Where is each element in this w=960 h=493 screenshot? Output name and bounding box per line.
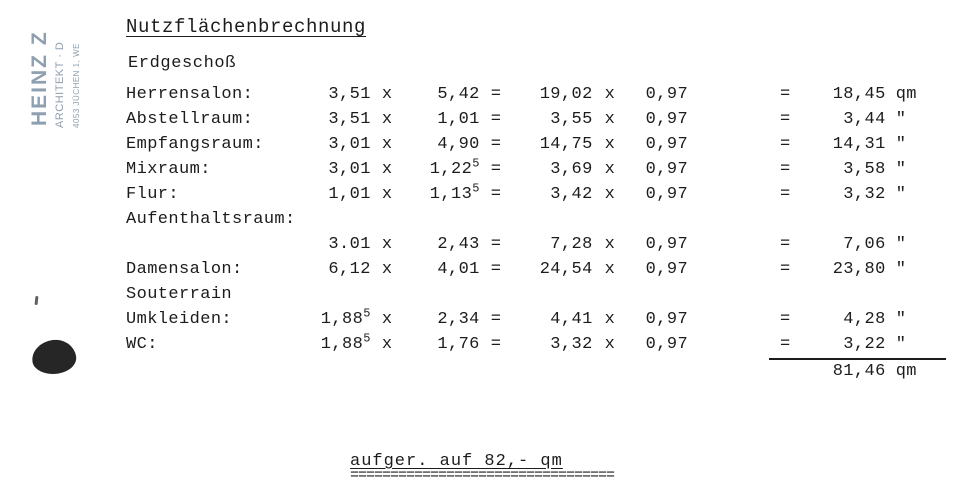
table-row [126,133,946,158]
spacer-cell [769,359,802,385]
result-unit: " [895,260,907,279]
spacer-cell [512,359,592,385]
dim-b: 4,90 [437,135,480,154]
multiply-sign: x [381,110,393,129]
product-value: 14,75 [539,135,593,154]
room-name: Herrensalon: [126,85,254,104]
dim-b-superscript: 5 [472,181,480,196]
equals-sign: = [490,260,502,279]
room-name: Abstellraum: [126,110,254,129]
equals-sign: = [490,310,502,329]
spacer-cell [688,333,769,359]
dim-b: 1,13$^5$ [429,181,480,204]
spacer-cell [688,183,769,208]
room-name: Empfangsraum: [126,135,264,154]
equals-sign-2: = [780,185,791,204]
footer-note [350,452,640,484]
factor-value: 0,97 [645,110,689,129]
spacer-cell [480,359,513,385]
spacer-cell [688,83,769,108]
calculation-table-erdgeschoss [126,83,946,385]
equals-sign-2: = [780,110,791,129]
multiply-sign-2: x [604,335,616,354]
factor-value: 0,97 [645,135,689,154]
table-row [126,108,946,133]
factor-value: 0,97 [645,85,689,104]
equals-sign-2: = [780,135,791,154]
multiply-sign: x [381,85,393,104]
spacer-cell [294,359,370,385]
multiply-sign-2: x [604,235,616,254]
multiply-sign-2: x [604,85,616,104]
multiply-sign-2: x [604,110,616,129]
dim-a: 3.01 [328,235,371,254]
dim-a: 3,01 [328,160,371,179]
spacer-cell [126,359,294,385]
table-row [126,308,946,333]
multiply-sign: x [381,235,393,254]
factor-value: 0,97 [645,260,689,279]
equals-sign: = [490,235,502,254]
result-unit: " [895,160,907,179]
result-unit: " [895,110,907,129]
factor-value: 0,97 [645,335,689,354]
result-value: 3,22 [802,333,886,359]
spacer-cell [627,359,688,385]
section-heading-erdgeschoss: Erdgeschoß [128,54,237,73]
room-name: Flur: [126,185,180,204]
result-unit: " [895,310,907,329]
multiply-sign-2: x [604,160,616,179]
result-value: 3,32 [843,185,886,204]
equals-sign: = [490,335,502,354]
dim-b: 2,34 [437,310,480,329]
table-row-total [126,359,946,385]
equals-sign: = [490,110,502,129]
dim-b: 1,22$^5$ [429,156,480,179]
spacer-cell [688,108,769,133]
footer-double-rule: ================================= [350,467,615,484]
page-title: Nutzflächenbrechnung [126,16,367,38]
dim-a-superscript: 5 [363,331,371,346]
paper-speck [35,296,39,305]
table-row [126,233,946,258]
dim-b-superscript: 5 [472,156,480,171]
dim-a: 1,01 [328,185,371,204]
footer-text: aufger. auf 82,- qm [350,452,563,471]
section-heading-souterrain: Souterrain [126,285,233,304]
ink-blot [30,337,78,377]
aufenthaltsraum-label: Aufenthaltsraum: [126,210,296,229]
dim-b: 4,01 [437,260,480,279]
equals-sign: = [490,85,502,104]
equals-sign: = [490,135,502,154]
table-row [126,183,946,208]
multiply-sign: x [381,135,393,154]
multiply-sign-2: x [604,310,616,329]
multiply-sign: x [381,185,393,204]
stamp-line-1: HEINZ Z [28,30,51,126]
spacer-cell [688,359,769,385]
table-row-subheading [126,208,946,233]
spacer-cell [688,233,769,258]
factor-value: 0,97 [645,310,689,329]
spacer-cell [688,308,769,333]
multiply-sign-2: x [604,260,616,279]
product-value: 3,32 [550,335,593,354]
product-value: 3,42 [550,185,593,204]
total-value: 81,46 [832,362,886,381]
document-body [126,12,946,385]
equals-sign: = [490,185,502,204]
table-row-subheading [126,283,946,308]
room-name: Umkleiden: [126,310,233,329]
result-unit: " [895,235,907,254]
multiply-sign-2: x [604,185,616,204]
spacer-cell [688,258,769,283]
dim-a: 3,51 [328,110,371,129]
room-name: WC: [126,335,158,354]
room-name: Damensalon: [126,260,243,279]
dim-a: 1,88$^5$ [320,331,371,354]
factor-value: 0,97 [645,185,689,204]
result-value: 4,28 [843,310,886,329]
dim-b: 5,42 [437,85,480,104]
equals-sign-2: = [780,235,791,254]
dim-a: 3,51 [328,85,371,104]
stamp-line-3: 4053 JÜCHEN 1, WE [72,43,81,128]
table-row [126,258,946,283]
factor-value: 0,97 [645,235,689,254]
dim-a: 1,88$^5$ [320,306,371,329]
multiply-sign: x [381,260,393,279]
result-unit: " [886,333,946,359]
table-row [126,333,946,359]
dim-b: 1,76 [437,335,480,354]
multiply-sign: x [381,335,393,354]
result-unit: " [895,185,907,204]
spacer-cell [593,359,628,385]
room-name: Mixraum: [126,160,211,179]
table-row [126,83,946,108]
factor-value: 0,97 [645,160,689,179]
spacer-cell [688,133,769,158]
spacer-cell [403,359,479,385]
product-value: 4,41 [550,310,593,329]
result-value: 7,06 [843,235,886,254]
multiply-sign: x [381,160,393,179]
table-row [126,158,946,183]
equals-sign-2: = [769,333,802,359]
equals-sign-2: = [780,160,791,179]
product-value: 3,69 [550,160,593,179]
multiply-sign: x [381,310,393,329]
dim-b: 1,01 [437,110,480,129]
equals-sign: = [490,160,502,179]
result-value: 18,45 [832,85,886,104]
result-value: 3,58 [843,160,886,179]
result-unit: qm [895,85,917,104]
multiply-sign-2: x [604,135,616,154]
product-value: 7,28 [550,235,593,254]
dim-a-superscript: 5 [363,306,371,321]
spacer-cell [688,158,769,183]
architect-stamp [10,6,120,136]
equals-sign-2: = [780,260,791,279]
room-name [126,233,294,258]
dim-a: 6,12 [328,260,371,279]
equals-sign-2: = [780,85,791,104]
product-value: 24,54 [539,260,593,279]
spacer-cell [371,359,404,385]
result-value: 14,31 [832,135,886,154]
product-value: 19,02 [539,85,593,104]
result-unit: " [895,135,907,154]
result-value: 3,44 [843,110,886,129]
total-unit: qm [895,362,917,381]
dim-b: 2,43 [437,235,480,254]
dim-a: 3,01 [328,135,371,154]
product-value: 3,55 [550,110,593,129]
equals-sign-2: = [780,310,791,329]
result-value: 23,80 [832,260,886,279]
stamp-line-2: ARCHITEKT · D [54,41,66,128]
